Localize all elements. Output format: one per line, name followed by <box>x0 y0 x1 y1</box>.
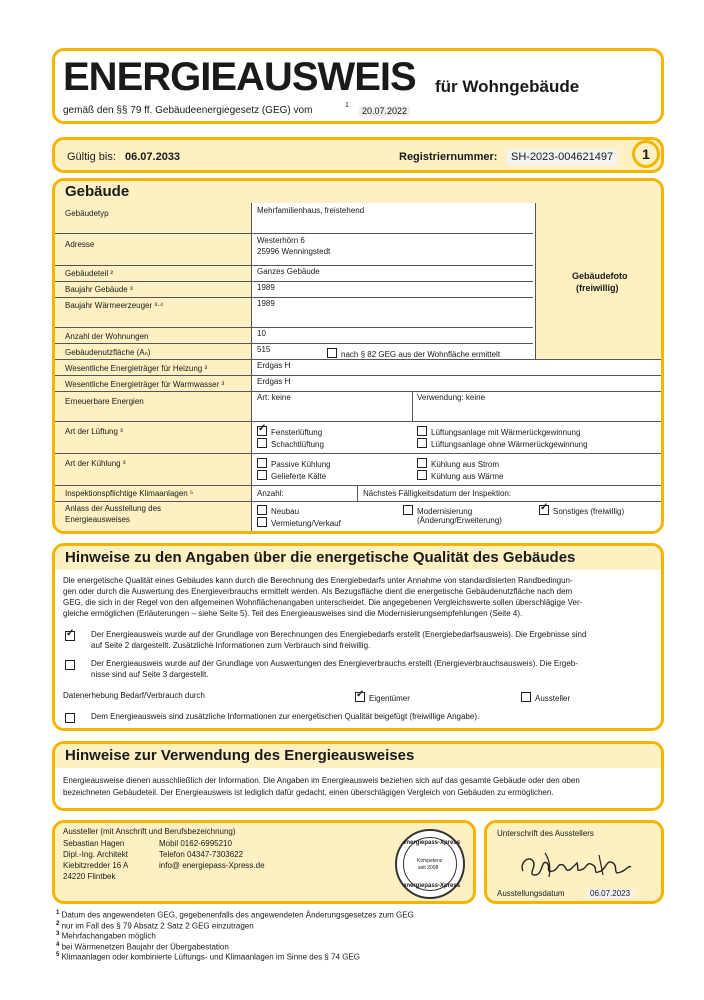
demand-option-line: auf Seite 2 dargestellt. Zusätzliche Informationen zum Verbrauch sind freiwillig. <box>91 641 371 650</box>
document-title: ENERGIEAUSWEIS <box>63 55 416 99</box>
row-label: Baujahr Wärmeerzeuger ³·⁴ <box>65 301 164 310</box>
issue-date: 06.07.2023 <box>587 889 633 898</box>
reason-vermietung[interactable] <box>257 516 341 528</box>
row-label-2: Energieausweises <box>65 515 130 524</box>
demand-checkbox[interactable] <box>65 631 75 641</box>
footnote-item <box>56 942 656 953</box>
usage-para-line: Energieausweise dienen ausschließlich der Information. Die Angaben im Energieausweis beziehen sich auf das gesamte Gebäude oder den oben <box>63 776 580 785</box>
building-header <box>55 181 661 203</box>
row-value: 1989 <box>257 283 275 292</box>
footnote-text: Mehrfachangaben möglich <box>61 931 156 941</box>
vent-fensterlueftung[interactable] <box>257 425 322 437</box>
option-label: Lüftungsanlage mit Wärmerückgewinnung <box>431 428 581 437</box>
building-box <box>52 178 664 534</box>
issuer-option[interactable] <box>521 691 570 703</box>
option-label: Vermietung/Verkauf <box>271 519 341 528</box>
issuer-label: Aussteller (mit Anschrift und Berufsbezeichnung) <box>63 827 236 836</box>
registration-label: Registriernummer: <box>399 151 498 163</box>
row-label: Wesentliche Energieträger für Heizung ³ <box>65 364 208 373</box>
checkbox-icon[interactable] <box>327 348 337 358</box>
footnotes <box>56 910 656 963</box>
footnote-number: 3 <box>56 931 60 937</box>
geg-date: 20.07.2022 <box>359 106 410 116</box>
row-label: Baujahr Gebäude ³ <box>65 285 133 294</box>
issue-date-label: Ausstellungsdatum <box>497 889 565 898</box>
aircon-next-label: Nächstes Fälligkeitsdatum der Inspektion: <box>363 489 512 498</box>
row-label: Anlass der Ausstellung des <box>65 504 162 513</box>
building-section-title: Gebäude <box>65 183 130 200</box>
row-value: Erdgas H <box>257 361 291 370</box>
footnote-item <box>56 952 656 963</box>
usage-notes-header <box>55 744 661 768</box>
issuer-line: Sebastian Hagen <box>63 839 125 848</box>
row-value: Art: keine <box>257 393 291 402</box>
issuer-line: Kiebitzredder 16 A <box>63 861 129 870</box>
footnote-text: nur im Fall des § 79 Absatz 2 Satz 2 GEG einzutragen <box>61 921 254 931</box>
issuer-contact-line: Telefon 04347-7303622 <box>159 850 244 859</box>
checkbox-icon[interactable] <box>403 505 413 515</box>
quality-para-line: GEG, die sich in der Regel von den allgemeinen Wohnflächenangaben unterscheidet. Die angegebenen Vergleichswerte sollen überschlägige Ver- <box>63 598 583 607</box>
footnote-item <box>56 921 656 932</box>
photo-panel <box>535 203 661 360</box>
checkbox-icon[interactable] <box>417 470 427 480</box>
document-subtitle: gemäß den §§ 79 ff. Gebäudeenergiegesetz (GEG) vom <box>63 105 313 116</box>
row-label: Gebäudeteil ² <box>65 269 114 278</box>
option-label: Lüftungsanlage ohne Wärmerückgewinnung <box>431 440 588 449</box>
quality-para-line: gen oder durch die Auswertung des Energieverbrauchs ermittelt werden. Als Bezugsfläche dient die energetische Gebäudenutzfläche nach dem <box>63 587 573 596</box>
issuer-contact-line: info@ energiepass-Xpress.de <box>159 861 265 870</box>
footnote-text: Datum des angewendeten GEG, gegebenenfalls des angewendeten Änderungsgesetzes zum GEG <box>61 910 414 920</box>
consumption-checkbox[interactable] <box>65 660 75 670</box>
page-number: 1 <box>642 146 650 162</box>
footnote-number: 5 <box>56 952 60 958</box>
usage-para-line: bezeichneten Gebäudeteil. Der Energieausweis ist lediglich dafür gedacht, einen überschlägigen Vergleich von Gebäuden zu ermöglichen. <box>63 788 554 797</box>
quality-notes-box <box>52 543 664 731</box>
issuer-box <box>52 820 476 904</box>
photo-sublabel: (freiwillig) <box>576 283 619 293</box>
footnote-number: 1 <box>56 910 60 916</box>
row-value: 10 <box>257 329 266 338</box>
additional-info-label: Dem Energieausweis sind zusätzliche Informationen zur energetischen Qualität beigefügt (freiwillige Angabe). <box>91 712 480 721</box>
quality-para-line: Die energetische Qualität eines Gebäudes kann durch die Berechnung des Energiebedarfs unter Annahme von standardisierten Randbedingun- <box>63 576 573 585</box>
quality-para-line: gleiche ermöglichen (Erläuterungen – siehe Seite 5). Teil des Energieausweises sind die Modernisierungsempfehlungen (Seite 4). <box>63 609 523 618</box>
header-box <box>52 48 664 124</box>
option-label: Fensterlüftung <box>271 428 323 437</box>
aircon-count-label: Anzahl: <box>257 489 284 498</box>
reason-modernisierung-detail: (Änderung/Erweiterung) <box>417 516 502 525</box>
cool-waerme[interactable] <box>417 469 503 481</box>
reason-modernisierung[interactable] <box>403 504 472 516</box>
checkbox-icon[interactable] <box>521 692 531 702</box>
option-label: Sonstiges (freiwillig) <box>553 507 625 516</box>
footnote-item <box>56 910 656 921</box>
cool-strom[interactable] <box>417 457 499 469</box>
subtitle-footnote: 1 <box>345 102 349 109</box>
footnote-text: bei Wärmenetzen Baujahr der Übergabestation <box>61 942 229 952</box>
stamp-middle-text: Kompetenz <box>417 858 443 864</box>
handwritten-signature <box>515 845 635 881</box>
owner-option[interactable] <box>355 691 410 703</box>
stamp-middle-text-2: seit 2008 <box>418 865 439 871</box>
option-label: Gelieferte Kälte <box>271 472 327 481</box>
issuer-contact-line: Mobil 0162-6995210 <box>159 839 232 848</box>
cool-gelieferte[interactable] <box>257 469 326 481</box>
reason-sonstiges[interactable] <box>539 504 624 516</box>
checkbox-label: nach § 82 GEG aus der Wohnfläche ermittelt <box>341 350 501 359</box>
option-label: Passive Kühlung <box>271 460 331 469</box>
signature-box <box>484 820 664 904</box>
valid-until-date: 06.07.2033 <box>125 151 181 163</box>
stamp-top-text: energiepass-Xpress <box>403 840 461 846</box>
checkbox-icon[interactable] <box>257 517 267 527</box>
stamp-bottom-text: energiepass-Xpress <box>403 883 461 889</box>
consumption-option-line: nisse sind auf Seite 3 dargestellt. <box>91 670 209 679</box>
company-stamp <box>395 829 465 899</box>
checkbox-icon[interactable] <box>257 505 267 515</box>
option-label: Kühlung aus Strom <box>431 460 500 469</box>
footnote-number: 2 <box>56 920 60 927</box>
row-value-2: 25996 Wenningstedt <box>257 247 331 256</box>
checkbox-icon[interactable] <box>257 426 267 436</box>
row-label: Gebäudetyp <box>65 209 109 218</box>
footnote-number: 4 <box>56 941 60 948</box>
row-label: Anzahl der Wohnungen <box>65 332 149 341</box>
quality-notes-title: Hinweise zu den Angaben über die energetische Qualität des Gebäudes <box>65 549 576 566</box>
vent-ohne-wrg[interactable] <box>417 437 588 449</box>
consumption-option-line: Der Energieausweis wurde auf der Grundlage von Auswertungen des Energieverbrauchs erstellt (Energieverbrauchsausweis). Die Ergeb- <box>91 659 578 668</box>
data-collection-label: Datenerhebung Bedarf/Verbrauch durch <box>63 691 205 700</box>
row-value: Ganzes Gebäude <box>257 267 320 276</box>
row-value: Westerhörn 6 <box>257 236 305 245</box>
additional-info-checkbox[interactable] <box>65 713 75 723</box>
row-value: Erdgas H <box>257 377 291 386</box>
footnote-item <box>56 931 656 942</box>
signature-label: Unterschrift des Ausstellers <box>497 829 594 838</box>
option-label: Kühlung aus Wärme <box>431 472 504 481</box>
photo-label: Gebäudefoto <box>572 271 628 281</box>
checkbox-icon[interactable] <box>417 438 427 448</box>
vent-schachtlueftung[interactable] <box>257 437 324 449</box>
checkbox-icon[interactable] <box>257 470 267 480</box>
registration-number: SH-2023-004621497 <box>507 149 617 165</box>
row-label: Wesentliche Energieträger für Warmwasser ³ <box>65 380 225 389</box>
valid-until-label: Gültig bis: <box>67 151 116 163</box>
usage-notes-title: Hinweise zur Verwendung des Energieausweises <box>65 747 415 764</box>
vent-mit-wrg[interactable] <box>417 425 580 437</box>
checkbox-icon[interactable] <box>539 505 549 515</box>
row-label: Adresse <box>65 240 95 249</box>
footnote-text: Klimaanlagen oder kombinierte Lüftungs- und Klimaanlagen im Sinne des § 74 GEG <box>61 952 360 962</box>
option-label: Modernisierung <box>417 507 473 516</box>
cool-passive[interactable] <box>257 457 331 469</box>
row-value: Mehrfamilienhaus, freistehend <box>257 206 365 215</box>
reason-neubau[interactable] <box>257 504 299 516</box>
row-value: 515 <box>257 345 271 354</box>
document-title-suffix: für Wohngebäude <box>435 77 580 96</box>
option-label: Schachtlüftung <box>271 440 324 449</box>
checkbox-icon[interactable] <box>417 426 427 436</box>
row-label: Art der Kühlung ³ <box>65 459 126 468</box>
option-label: Eigentümer <box>369 694 410 703</box>
issuer-line: Dipl.-Ing. Architekt <box>63 850 128 859</box>
row-label: Gebäudenutzfläche (Aₙ) <box>65 348 151 357</box>
checkbox-icon[interactable] <box>257 458 267 468</box>
issuer-line: 24220 Flintbek <box>63 872 116 881</box>
checkbox-icon[interactable] <box>257 438 267 448</box>
validity-bar <box>52 137 664 173</box>
row-value-2: Verwendung: keine <box>417 393 486 402</box>
checkbox-icon[interactable] <box>417 458 427 468</box>
option-label: Neubau <box>271 507 300 516</box>
row-label: Erneuerbare Energien <box>65 397 144 406</box>
row-value: 1989 <box>257 299 275 308</box>
checkbox-icon[interactable] <box>355 692 365 702</box>
page-number-badge <box>632 140 660 168</box>
option-label: Aussteller <box>535 694 571 703</box>
row-label: Art der Lüftung ³ <box>65 427 123 436</box>
quality-notes-header <box>55 546 661 570</box>
area-checkbox-option[interactable] <box>327 347 500 359</box>
row-label: Inspektionspflichtige Klimaanlagen ⁵ <box>65 489 194 498</box>
usage-notes-box <box>52 741 664 811</box>
demand-option-line: Der Energieausweis wurde auf der Grundlage von Berechnungen des Energiebedarfs erstellt (Energiebedarfsausweis). Die Ergebnisse sind <box>91 630 587 639</box>
